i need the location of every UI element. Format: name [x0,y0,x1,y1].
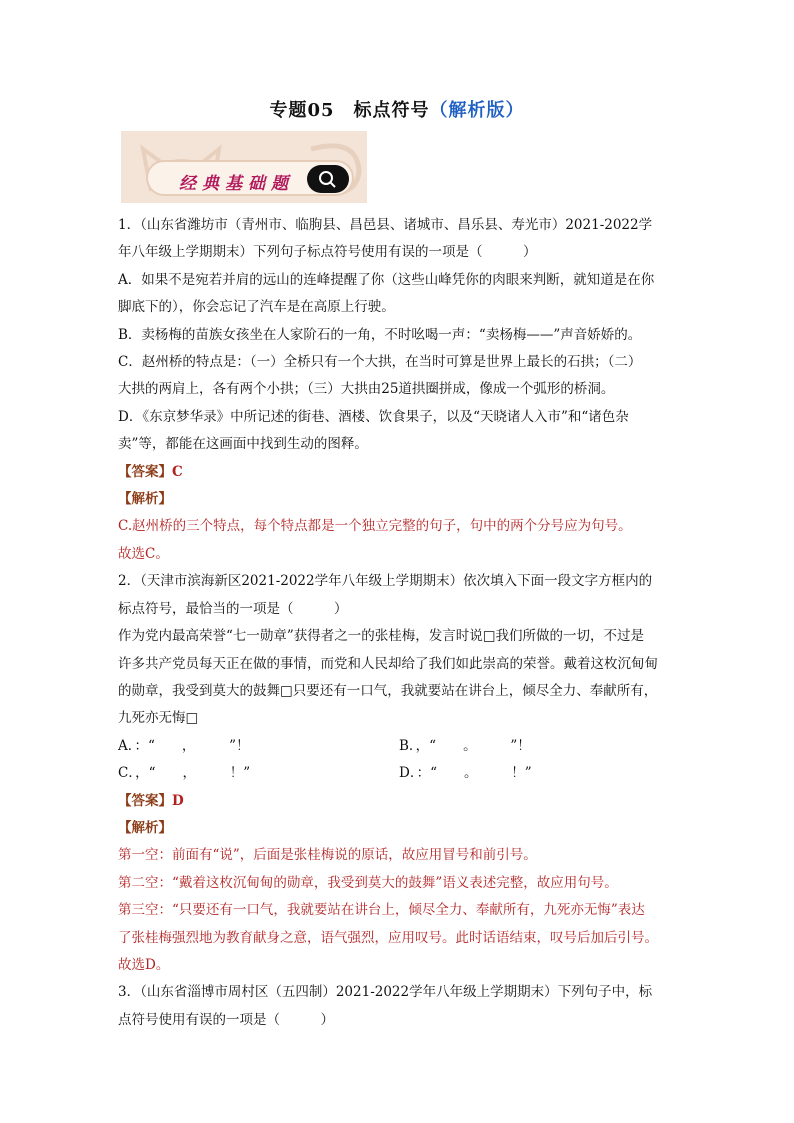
title-accent: （解析版） [429,100,525,121]
q1-option-c-line1: C．赵州桥的特点是：（一）全桥只有一个大拱，在当时可算是世界上最长的石拱；（二） [118,354,642,371]
q1-option-d-line1: D．《东京梦华录》中所记述的街巷、酒楼、饮食果子，以及“天晓诸人入市”和“诸色杂 [118,408,629,425]
q1-option-a-line2: 脚底下的），你会忘记了汽车是在高原上行驶。 [118,299,395,316]
q2-options-row1 [118,733,680,760]
q2-analysis-blank3-line2: 了张桂梅强烈地为教育献身之意，语气强烈，应用叹号。此时话语结束，叹号后加后引号。 [118,929,658,946]
q2-analysis-blank2: 第二空：“戴着这枚沉甸甸的勋章，我受到莫大的鼓舞”语义表述完整，故应用句号。 [118,874,618,891]
q1-option-b: B．卖杨梅的苗族女孩坐在人家阶石的一角，不时吆喝一声：“卖杨梅——”声音娇娇的。 [118,326,642,343]
section-banner [121,131,367,203]
search-button [307,165,349,193]
q2-conclusion: 故选D。 [118,956,170,973]
q2-passage-line3: 的勋章，我受到莫大的鼓舞□只要还有一口气，我就要站在讲台上，倾尽全力、奉献所有， [118,682,658,699]
q2-analysis-blank1: 第一空：前面有“说”，后面是张桂梅说的原话，故应用冒号和前引号。 [118,847,537,864]
q1-answer [118,459,680,486]
q3-stem-line2: 点符号使用有误的一项是（ ） [118,1011,334,1028]
answer-value: C [172,463,183,480]
q2-answer [118,788,680,815]
q2-option-b: B．，“ 。 ”！ [399,737,531,754]
q2-option-c: C．，“ ， ！” [118,765,251,782]
q1-conclusion: 故选C。 [118,545,169,562]
banner-label: 经典基础题 [179,174,294,194]
q1-stem-line1: 1．（山东省潍坊市（青州市、临朐县、昌邑县、诸城市、昌乐县、寿光市）2021-2022学 [118,217,653,233]
q2-passage-line1: 作为党内最高荣誉“七一勋章”获得者之一的张桂梅，发言时说□我们所做的一切，不过是 [118,628,645,645]
q1-analysis-label: 【解析】 [118,491,172,508]
q2-analysis-blank3-line1: 第三空：“只要还有一口气，我就要站在讲台上，倾尽全力、奉献所有，九死亦无悔”表达 [118,902,645,919]
q2-analysis-label: 【解析】 [118,819,172,836]
answer-label: 【答案】 [118,792,172,809]
q2-options-row2 [118,760,680,787]
q2-option-d: D．：“ 。 ！” [399,765,532,782]
answer-label: 【答案】 [118,463,172,480]
q2-passage-line2: 许多共产党员每天正在做的事情，而党和人民却给了我们如此崇高的荣誉。戴着这枚沉甸甸 [118,655,658,672]
q1-option-c-line2: 大拱的两肩上，各有两个小拱；（三）大拱由25道拱圈拼成，像成一个弧形的桥洞。 [118,381,615,398]
q3-stem-line1: 3．（山东省淄博市周村区（五四制）2021-2022学年八年级上学期期末）下列句子中，标 [118,984,653,1001]
q1-option-a-line1: A．如果不是宛若并肩的远山的连峰提醒了你（这些山峰凭你的肉眼来判断，就知道是在你 [118,271,655,288]
q2-stem-line1: 2．（天津市滨海新区2021-2022学年八年级上学期期末）依次填入下面一段文字方框内的 [118,573,653,590]
q1-option-d-line2: 卖”等，都能在这画面中找到生动的图释。 [118,436,368,453]
q2-option-a: A．：“ ， ”！ [118,737,250,754]
search-icon [307,165,349,193]
answer-value: D [172,792,184,809]
page-title [0,96,794,122]
q1-analysis: C.赵州桥的三个特点，每个特点都是一个独立完整的句子，句中的两个分号应为句号。 [118,518,632,535]
q2-passage-line4: 九死亦无悔□ [118,710,199,727]
q2-stem-line2: 标点符号，最恰当的一项是（ ） [118,600,348,617]
question-content [118,212,680,1034]
title-main: 专题05 标点符号 [269,100,430,121]
q1-stem-line2: 年八年级上学期期末）下列句子标点符号使用有误的一项是（ ） [118,244,537,261]
